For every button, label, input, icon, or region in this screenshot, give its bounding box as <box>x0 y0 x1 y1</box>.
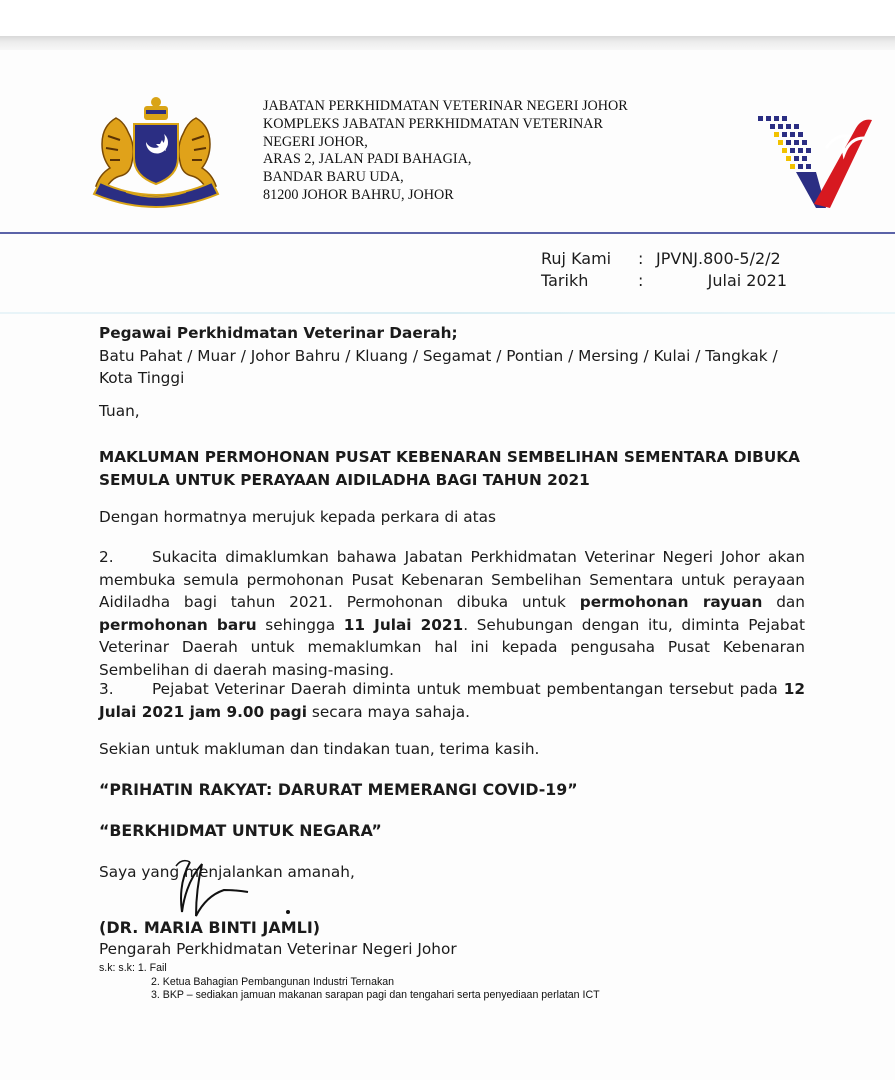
ruj-kami-value: JPVNJ.800-5/2/2 <box>656 249 781 268</box>
salutation: Tuan, <box>99 402 140 420</box>
para-text: sehingga <box>256 615 344 634</box>
para-bold: permohonan baru <box>99 615 257 634</box>
para-bold: 12 Julai 2021 jam 9.00 pagi <box>99 680 805 721</box>
viewer-top-bar <box>0 0 895 38</box>
signatory-block <box>99 917 805 959</box>
scan-divider <box>0 312 895 314</box>
subject-heading: MAKLUMAN PERMOHONAN PUSAT KEBENARAN SEMBELIHAN SEMENTARA DIBUKA SEMULA UNTUK PERAYAAN AIDILADHA BAGI TAHUN 2021 <box>99 448 800 489</box>
johor-crest-icon <box>86 96 226 210</box>
para-number: 2. <box>99 548 114 566</box>
sk-item: 1. Fail <box>137 962 167 974</box>
address-line: KOMPLEKS JABATAN PERKHIDMATAN VETERINAR <box>263 115 603 132</box>
signatory-name: (DR. MARIA BINTI JAMLI) <box>99 918 321 937</box>
para-text: secara maya sahaja. <box>306 702 470 721</box>
para-text: . Sehubungan dengan itu, diminta Pejabat Veterinar Daerah untuk memaklumkan hal ini kepada pengusaha Pusat Kebenaran Sembelihan di daerah masing-masing. <box>99 615 806 679</box>
recipient-title: Pegawai Perkhidmatan Veterinar Daerah; <box>99 324 458 342</box>
para-text: Sukacita dimaklumkan bahawa Jabatan Perkhidmatan Veterinar Negeri Johor akan membuka semula permohonan Pusat Kebenaran Sembelihan Sementara untuk perayaan Aidiladha bagi tahun 2021. Permohonan dibuka untuk <box>99 548 805 611</box>
ref-labels <box>541 248 611 292</box>
tarikh-sep: : <box>638 271 644 290</box>
sk-label-row <box>99 962 167 975</box>
para-bold: 11 Julai 2021 <box>343 615 464 634</box>
ruj-kami-label: Ruj Kami <box>541 249 612 268</box>
jpv-logo-icon <box>756 108 874 212</box>
signatory-position: Pengarah Perkhidmatan Veterinar Negeri Johor <box>99 939 457 958</box>
ref-values <box>656 248 787 292</box>
letterhead-address <box>263 98 628 205</box>
tarikh-value: Julai 2021 <box>707 271 787 290</box>
sk-item: 2. Ketua Bahagian Pembangunan Industri Ternakan <box>151 976 395 988</box>
para-text: Pejabat Veterinar Daerah diminta untuk membuat pembentangan tersebut pada <box>152 680 784 698</box>
slogan-covid: “PRIHATIN RAKYAT: DARURAT MEMERANGI COVID-19” <box>99 780 578 799</box>
recipient-block <box>99 322 805 390</box>
viewer-top-bar-shadow <box>0 36 895 50</box>
recipient-districts: Batu Pahat / Muar / Johor Bahru / Kluang / Segamat / Pontian / Mersing / Kulai / Tangkak / Kota Tinggi <box>99 346 778 387</box>
sign-off: Saya yang menjalankan amanah, <box>99 863 355 881</box>
closing-line: Sekian untuk makluman dan tindakan tuan, terima kasih. <box>99 740 540 758</box>
letterhead-divider <box>0 232 895 234</box>
ref-separators <box>638 248 643 292</box>
para-text: dan <box>762 593 805 611</box>
para-number: 3. <box>99 680 114 698</box>
sk-label: s.k: s.k: <box>99 962 135 974</box>
paragraph-2 <box>99 546 805 681</box>
address-line: ARAS 2, JALAN PADI BAHAGIA, <box>263 151 472 168</box>
address-line: 81200 JOHOR BAHRU, JOHOR <box>263 186 454 203</box>
tarikh-label: Tarikh <box>541 271 589 290</box>
ruj-sep: : <box>638 249 644 268</box>
address-line: NEGERI JOHOR, <box>263 133 368 150</box>
para-bold: permohonan rayuan <box>579 593 763 611</box>
paragraph-3 <box>99 678 805 723</box>
address-line: JABATAN PERKHIDMATAN VETERINAR NEGERI JOHOR <box>263 98 628 114</box>
sk-item: 3. BKP – sediakan jamuan makanan sarapan pagi dan tengahari serta penyediaan perlatan ICT <box>151 989 600 1001</box>
address-line: BANDAR BARU UDA, <box>263 169 404 186</box>
opening-line: Dengan hormatnya merujuk kepada perkara di atas <box>99 508 497 526</box>
slogan-berkhidmat: “BERKHIDMAT UNTUK NEGARA” <box>99 821 382 840</box>
